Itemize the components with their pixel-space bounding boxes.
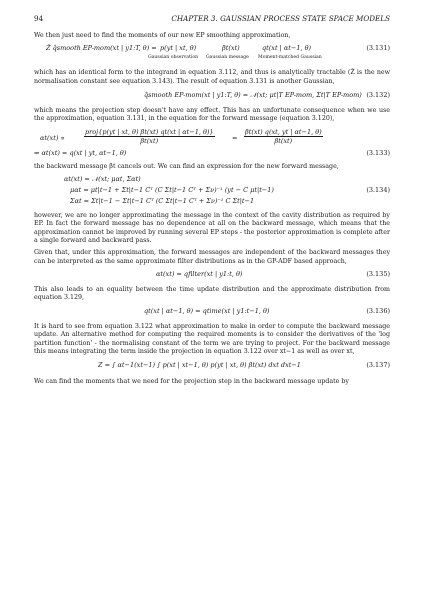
eq3133-equals: = [232, 133, 238, 142]
eq3133-line-2: ⇒ αt(xt) = q(xt | yt, αt−1, θ) [34, 148, 127, 157]
eq3134-number: (3.134) [366, 186, 390, 195]
eq3135-number: (3.135) [366, 270, 390, 279]
eq3136-number: (3.136) [366, 306, 390, 315]
eq3133-fraction-2 [244, 128, 323, 146]
eq3136-body: qt(xt | αt−1, θ) = qtime(xt | y1:t−1, θ) [144, 306, 270, 315]
running-header [34, 14, 390, 23]
eq3137-number: (3.137) [366, 361, 390, 370]
paragraph-6: Given that, under this approximation, the forward messages are independent of the backward messages they can be interpreted as the same approximate filter distributions as in the GP-ADF based approach, [34, 249, 390, 265]
equation-3-135 [34, 270, 390, 281]
eq3133-denominator-1: βt(xt) [140, 137, 159, 146]
paragraph-3: which means the projection step doesn't have any effect. This has an unfortunate consequence when we use the approximation, equation 3.131, in the equation for the forward message (equation 3.120), [34, 107, 390, 123]
eq3131-term-3: qt(xt | αt−1, θ) [262, 44, 312, 53]
equation-3-137 [34, 360, 390, 373]
eq3131-term-2: βt(xt) [222, 44, 240, 53]
eq3133-fraction-1 [84, 128, 215, 146]
eq3132-body: q̂smooth EP-mom(xt | y1:T, θ) = 𝒩(xt; μt|T EP-mom, Σt|T EP-mom) [144, 91, 362, 100]
eq3132-number: (3.132) [366, 91, 390, 100]
eq3133-denominator-2: βt(xt) [274, 137, 293, 146]
equation-3-131 [34, 44, 390, 64]
eq3131-number: (3.131) [366, 44, 390, 53]
eq3133-number: (3.133) [366, 148, 390, 157]
eq3131-label-1: Gaussian observation [148, 55, 199, 61]
eq3131-label-3: Moment-matched Gaussian [258, 55, 322, 61]
equation-3-134 [34, 175, 390, 207]
equation-3-132 [34, 90, 390, 102]
paragraph-7: This also leads to an equality between the time update distribution and the approximate distribution from equation 3.129, [34, 286, 390, 302]
eq3134-line-2: μαt = μt|t−1 + Σt|t−1 Cᵀ (C Σt|t−1 Cᵀ + Σν)⁻¹ (yt − C μt|t−1) [70, 186, 274, 195]
chapter-title: CHAPTER 3. GAUSSIAN PROCESS STATE SPACE MODELS [171, 14, 390, 23]
paragraph-5: however, we are no longer approximating the message in the context of the cavity distribution as required by EP. In fact the forward message has no dependence at all on the backward message, which means that the approximation cannot be improved by running several EP steps - the posterior approximation is complete after a single forward and backward pass. [34, 212, 390, 245]
paragraph-9: We can find the moments that we need for the projection step in the backward message update by [34, 378, 349, 386]
eq3133-lhs: αt(xt) ∝ [40, 133, 65, 142]
eq3133-numerator-1: proj{p(yt | xt, θ) βt(xt) qt(xt | αt−1, θ)} [85, 127, 214, 136]
paper-page [34, 14, 390, 391]
paragraph-1: We then just need to find the moments of our new EP smoothing approximation, [34, 32, 291, 39]
paragraph-8: It is hard to see from equation 3.122 what approximation to make in order to compute the backward message update. An alternative method for computing the required moments is to consider the derivatives of the 'log partition function' - the normalising constant of the term we are trying to project. For the backward message this means integrating the term inside the projection in equation 3.122 over xt−1 as well as over xt, [34, 322, 390, 355]
eq3131-term-1: p(yt | xt, θ) [160, 44, 197, 53]
eq3131-lhs: Ẑ q̂smooth EP-mom(xt | y1:T, θ) = [46, 44, 157, 53]
page-number: 94 [34, 14, 44, 23]
paragraph-2: which has an identical form to the integrand in equation 3.112, and thus is analytically tractable (Ẑ is the new normalisation constant see equation 3.143). The result of equation 3.131 is another Gaussian, [34, 69, 390, 85]
eq3135-body: αt(xt) = qfilter(xt | y1:t, θ) [156, 270, 243, 279]
paragraph-4: the backward message βt cancels out. We can find an expression for the new forward message, [34, 162, 339, 170]
eq3131-label-2: Gaussian message [206, 55, 249, 61]
eq3137-body: Z = ∫ αt−1(xt−1) ∫ p(xt | xt−1, θ) p(yt | xt, θ) βt(xt) dxt dxt−1 [98, 361, 301, 370]
equation-3-136 [34, 307, 390, 318]
eq3133-numerator-2: βt(xt) q(xt, yt | αt−1, θ) [245, 127, 322, 136]
eq3134-line-1: αt(xt) = 𝒩(xt; μαt, Σαt) [64, 175, 141, 184]
eq3134-line-3: Σαt = Σt|t−1 − Σt|t−1 Cᵀ (C Σt|t−1 Cᵀ + Σν)⁻¹ C Σt|t−1 [70, 197, 255, 206]
equation-3-133 [34, 128, 390, 158]
